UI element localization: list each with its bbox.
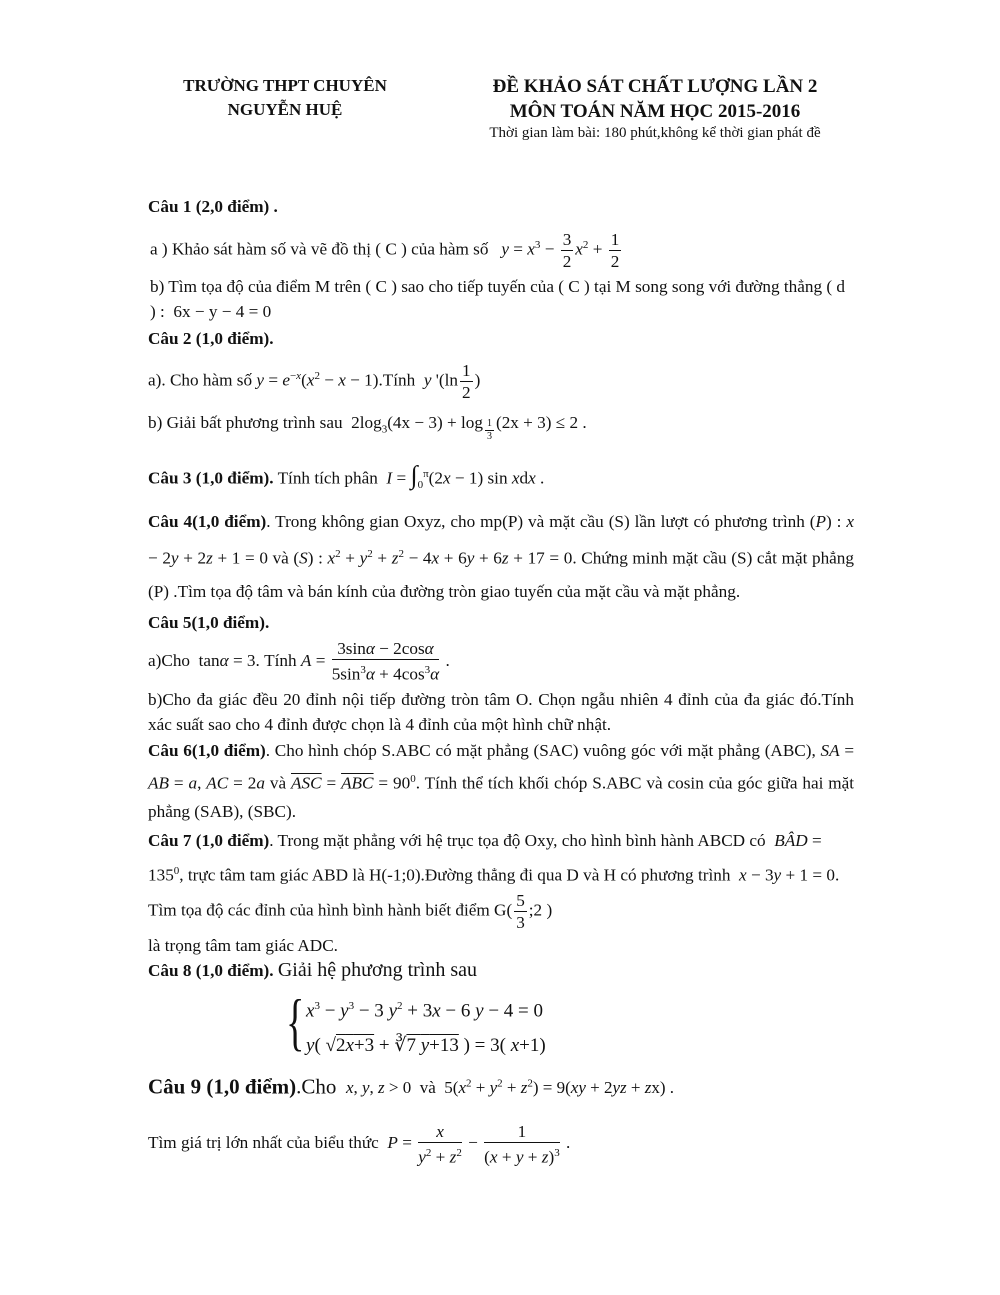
q8: Câu 8 (1,0 điểm). Giải hệ phương trình sau (148, 959, 478, 982)
q1-label: Câu 1 (2,0 điểm) . (148, 197, 278, 216)
time-note: Thời gian làm bài: 180 phút,không kể thời gian phát đề (489, 125, 821, 141)
school-line-2: NGUYỄN HUỆ (227, 100, 343, 119)
q1-a: a ) Khảo sát hàm số và vẽ đồ thị ( C ) của hàm số $y = x^3$ − $\frac{3}{2}$ $x^2$ + $\frac{1}{2}$ (150, 230, 620, 272)
q7: Câu 7 (1,0 điểm). Trong mặt phẳng với hệ trục tọa độ Oxy, cho hình bình hành ABCD có BÂD = $135^0$, trực tâm tam giác ABD là H(-1;0).Đường thẳng đi qua D và H có phương trình x − 3y + 1 = 0. Tìm tọa độ các đỉnh của hình bình hành biết điểm G( $\frac{5}{3}$ ;2 ) (148, 830, 840, 933)
title-line-1: ĐỀ KHẢO SÁT CHẤT LƯỢNG LẦN 2 (492, 76, 818, 97)
q3: Câu 3 (1,0 điểm). Tính tích phân $I = \int_0^\pi(2x - 1)$ sin xdx . (148, 460, 545, 492)
q6: Câu 6(1,0 điểm). Cho hình chóp S.ABC có mặt phẳng (SAC) vuông góc với mặt phẳng (ABC), SA = AB = a, AC = 2a và $\overline{ASC} = \overline{ABC} = 90^0$. Tính thể tích khối chóp S.ABC và cosin của góc giữa hai mặt phẳng (SAB), (SBC). (148, 740, 855, 821)
q5-label: Câu 5(1,0 điểm). (148, 612, 270, 632)
exam-title (440, 74, 870, 144)
q5-b: b)Cho đa giác đều 20 đỉnh nội tiếp đường tròn tâm O. Chọn ngẫu nhiên 4 đỉnh của đa giác đó.Tính xác suất sao cho 4 đỉnh được chọn là 4 đỉnh của một hình chữ nhật. (148, 689, 854, 734)
q2-b: b) Giải bất phương trình sau $2\log_3(4x - 3) + \log$ $_{\frac{1}{3}}$ (2x + 3) ≤ 2 . (148, 413, 587, 442)
school-name (150, 74, 420, 122)
q2-label: Câu 2 (1,0 điểm). (148, 328, 274, 348)
equation-system: { $x^3 - y^3 - 3$ $y^2 + 3x - 6$ y − 4 = 0 y( √2x+3 + ∛7 y+13 ) = 3( x+1) (286, 986, 546, 1058)
q5-a: a)Cho tanα = 3. Tính A = $\frac{3\sin\alpha - 2\cos\alpha}{5\sin^3\alpha + 4\cos^3\alpha}$ . (148, 639, 450, 685)
q4: Câu 4(1,0 điểm). Trong không gian Oxyz, cho mp(P) và mặt cầu (S) lần lượt có phương trình (P) : x − 2y + 2z + 1 = 0 và (S) : $x^2 + y^2 + z^2 - 4x + 6y + 6z + 17 = 0$. Chứng minh mặt cầu (S) cắt mặt phẳng (P) .Tìm tọa độ tâm và bán kính của đường tròn giao tuyến của mặt cầu và mặt phẳng. (148, 512, 854, 601)
brace-icon: { (286, 986, 305, 1058)
q2-a: a). Cho hàm số $y = e^{-x}(x^2 - x$ − 1).Tính y '(ln $\frac{1}{2}$ ) (148, 361, 481, 403)
exam-content (148, 194, 854, 1169)
school-line-1: TRƯỜNG THPT CHUYÊN (183, 76, 387, 95)
q9: Câu 9 (1,0 điểm).Cho x, y, z > 0 và $5(x^2 + y^2 + z^2) = 9(xy + 2yz + zx)$ . (148, 1074, 675, 1099)
q7-end: là trọng tâm tam giác ADC. (148, 936, 338, 956)
q1-b: b) Tìm tọa độ của điểm M trên ( C ) sao cho tiếp tuyến của ( C ) tại M song song với đường thẳng ( d ) : 6x − y − 4 = 0 (150, 276, 845, 321)
q9-b: Tìm giá trị lớn nhất của biểu thức P = $\frac{x}{y^2 + z^2}$ − $\frac{1}{(x + y + z)^3}$ . (148, 1121, 571, 1167)
title-line-2: MÔN TOÁN NĂM HỌC 2015-2016 (509, 101, 801, 122)
